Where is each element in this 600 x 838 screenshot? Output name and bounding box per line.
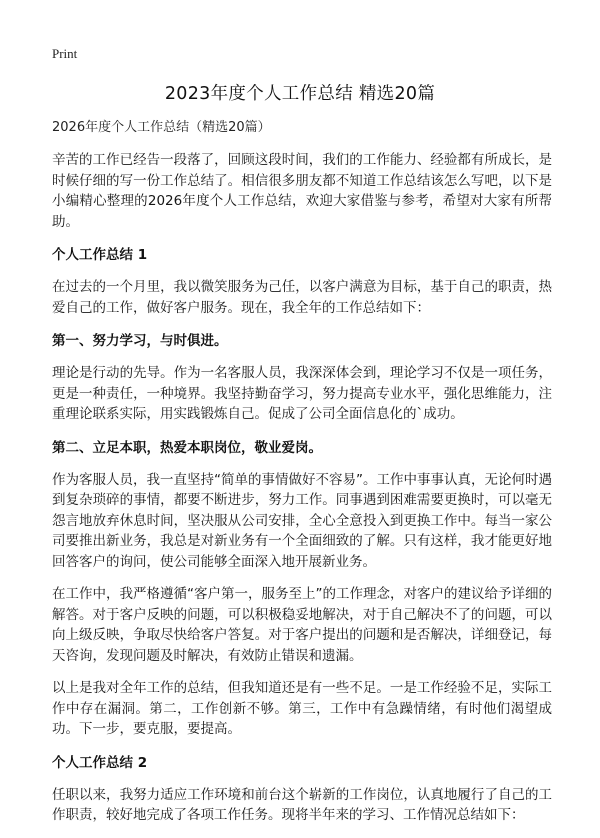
article-body xyxy=(52,118,552,838)
section-1-subheading-1: 第一、努力学习，与时俱进。 xyxy=(52,333,228,349)
section-2-heading: 个人工作总结 2 xyxy=(52,754,148,771)
article-subtitle: 2026年度个人工作总结（精选20篇） xyxy=(52,120,271,135)
page-title: 2023年度个人工作总结 精选20篇 xyxy=(164,84,436,104)
section-1-paragraph-5: 以上是我对全年工作的总结，但我知道还是有一些不足。一是工作经验不足，实际工作中存在漏洞。第二，工作创新不够。第三，工作中有急躁情绪，有时他们渴望成功。下一步，要克服，要提高。 xyxy=(52,680,552,737)
print-link[interactable]: Print xyxy=(52,46,78,61)
section-1-paragraph-1: 在过去的一个月里，我以微笑服务为己任，以客户满意为目标，基于自己的职责，热爱自己的工作，做好客户服务。现在，我全年的工作总结如下： xyxy=(52,279,552,316)
section-2-paragraph-1: 任职以来，我努力适应工作环境和前台这个崭新的工作岗位，认真地履行了自己的工作职责，较好地完成了各项工作任务。现将半年来的学习、工作情况总结如下： xyxy=(52,786,552,823)
section-1-paragraph-4: 在工作中，我严格遵循“客户第一，服务至上”的工作理念，对客户的建议给予详细的解答。对于客户反映的问题，可以积极稳妥地解决，对于自己解决不了的问题，可以向上级反映，争取尽快给客户答复。对于客户提出的问题和是否解决，详细登记，每天咨询，发现问题及时解决，有效防止错误和遗漏。 xyxy=(52,586,552,664)
section-1-paragraph-3: 作为客服人员，我一直坚持“简单的事情做好不容易”。工作中事事认真，无论何时遇到复杂琐碎的事情，都要不断进步，努力工作。同事遇到困难需要更换时，可以毫无怨言地放弃休息时间，坚决服从公司安排，全心全意投入到更换工作中。每当一家公司要推出新业务，我总是对新业务有一个全面细致的了解。只有这样，我才能更好地回答客户的询问，使公司能够全面深入地开展新业务。 xyxy=(52,471,552,570)
section-1-paragraph-2: 理论是行动的先导。作为一名客服人员，我深深体会到，理论学习不仅是一项任务，更是一种责任，一种境界。我坚持勤奋学习，努力提高专业水平，强化思维能力，注重理论联系实际，用实践锻炼自己。促成了公司全面信息化的`成功。 xyxy=(52,365,552,422)
intro-paragraph: 辛苦的工作已经告一段落了，回顾这段时间，我们的工作能力、经验都有所成长，是时候仔细的写一份工作总结了。相信很多朋友都不知道工作总结该怎么写吧，以下是小编精心整理的2026年度个人工作总结，欢迎大家借鉴与参考，希望对大家有所帮助。 xyxy=(52,152,552,230)
section-1-heading: 个人工作总结 1 xyxy=(52,247,148,263)
section-1-subheading-2: 第二、立足本职，热爱本职岗位，敬业爱岗。 xyxy=(52,439,322,456)
